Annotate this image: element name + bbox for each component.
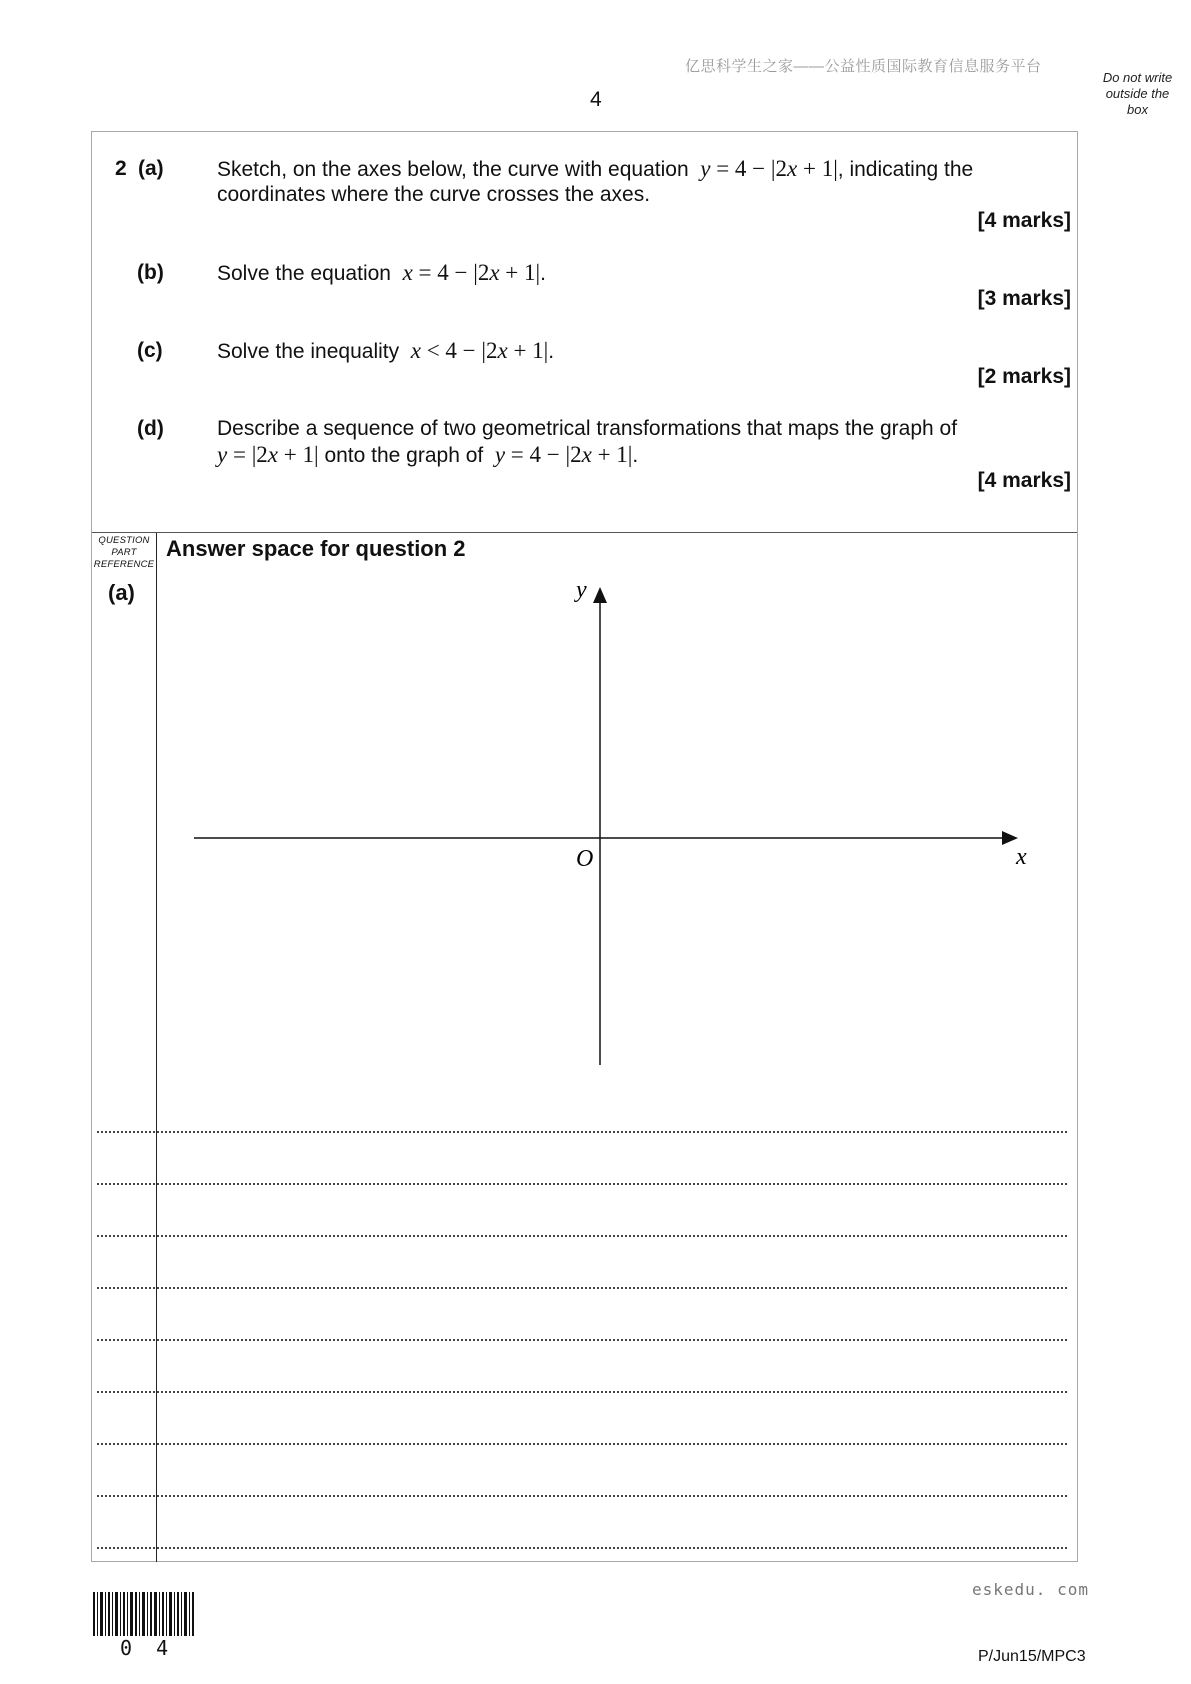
part-c-text-after: . — [548, 340, 555, 363]
answer-space-title: Answer space for question 2 — [166, 536, 466, 561]
page-number: 4 — [590, 88, 602, 111]
answer-line[interactable] — [97, 1391, 1067, 1393]
part-c-text — [217, 338, 554, 365]
part-c-text-before: Solve the inequality — [217, 340, 400, 363]
x-axis-label: x — [1016, 844, 1027, 870]
question-part-reference-label: QUESTION PART REFERENCE — [93, 535, 155, 570]
part-c-marks: [2 marks] — [977, 365, 1071, 388]
part-d-label: (d) — [137, 417, 164, 440]
part-d-marks: [4 marks] — [977, 469, 1071, 492]
question-answer-divider — [92, 532, 1077, 533]
part-d-text-after: . — [632, 444, 639, 467]
paper-reference: P/Jun15/MPC3 — [978, 1648, 1086, 1665]
equation-d-end: y = 4 − |2x + 1| — [494, 442, 633, 467]
reference-column-divider — [156, 533, 157, 1562]
part-c-label: (c) — [137, 339, 163, 362]
part-b-text-before: Solve the equation — [217, 262, 391, 285]
part-d-text-line2 — [217, 442, 638, 469]
answer-line[interactable] — [97, 1443, 1067, 1445]
part-b-text — [217, 260, 546, 287]
part-a-text-line2: coordinates where the curve crosses the axes. — [217, 183, 651, 206]
answer-line[interactable] — [97, 1339, 1067, 1341]
sketch-axes — [180, 575, 1040, 1075]
part-a-marks: [4 marks] — [977, 209, 1071, 232]
answer-part-label: (a) — [108, 580, 135, 605]
y-axis-arrowhead — [593, 587, 607, 603]
equation-d-start: y = |2x + 1| — [217, 442, 319, 467]
part-d-text-mid: onto the graph of — [324, 444, 484, 467]
part-a-text — [217, 156, 973, 183]
part-d-text-before: Describe a sequence of two geometrical transformations that maps the graph of — [217, 417, 958, 440]
part-a-text-after: , indicating the — [837, 158, 974, 181]
answer-line[interactable] — [97, 1131, 1067, 1133]
answer-line[interactable] — [97, 1547, 1067, 1549]
part-b-text-after: . — [540, 262, 546, 285]
barcode-icon — [91, 1592, 197, 1636]
y-axis-label: y — [576, 577, 587, 603]
part-b-marks: [3 marks] — [977, 287, 1071, 310]
equation-main: y = 4 − |2x + 1| — [700, 156, 838, 181]
part-a-text-before: Sketch, on the axes below, the curve with equation — [217, 158, 689, 181]
part-b-label: (b) — [137, 261, 164, 284]
answer-line[interactable] — [97, 1495, 1067, 1497]
footer-site-text: eskedu. com — [972, 1580, 1089, 1599]
inequality-c: x < 4 − |2x + 1| — [410, 338, 549, 363]
x-axis-arrowhead — [1002, 831, 1018, 845]
question-number: 2 — [115, 157, 127, 180]
answer-line[interactable] — [97, 1235, 1067, 1237]
barcode-number: 0 4 — [120, 1636, 175, 1660]
margin-note: Do not write outside the box — [1102, 70, 1173, 117]
part-a-label: (a) — [138, 157, 164, 180]
answer-line[interactable] — [97, 1183, 1067, 1185]
origin-label: O — [576, 846, 594, 872]
answer-line[interactable] — [97, 1287, 1067, 1289]
watermark-text: 亿思科学生之家——公益性质国际教育信息服务平台 — [685, 58, 1042, 75]
equation-b: x = 4 − |2x + 1| — [402, 260, 541, 285]
